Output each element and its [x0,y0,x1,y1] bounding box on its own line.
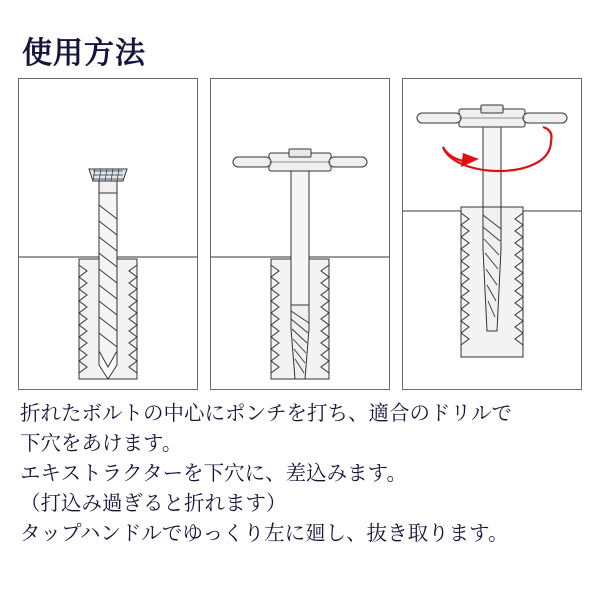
caption-line-5: タップハンドルでゆっくり左に廻し、抜き取ります。 [20,521,509,545]
drill-chuck [89,169,127,181]
page-title: 使用方法 [22,36,146,71]
instruction-caption [20,398,584,548]
caption-line-1: 折れたボルトの中心にポンチを打ち、適合のドリルで [20,401,512,425]
caption-line-2: 下穴をあけます。 [20,431,183,455]
tap-handle [417,105,567,127]
diagram-panel-step-3 [402,78,582,390]
diagram-panel-step-2 [210,78,390,390]
extractor [291,163,309,379]
caption-line-3: エキストラクターを下穴に、差込みます。 [20,461,408,485]
extractor [483,119,501,331]
caption-line-4: （打込み過ぎると折れます） [20,491,287,515]
tap-handle [233,149,367,171]
diagram-panel-step-1 [18,78,198,390]
rotation-arrow-tail-icon [543,127,552,141]
drill-bit [99,179,117,367]
diagram-panel-group [18,78,582,390]
rotation-arrow-head-icon [461,153,479,167]
